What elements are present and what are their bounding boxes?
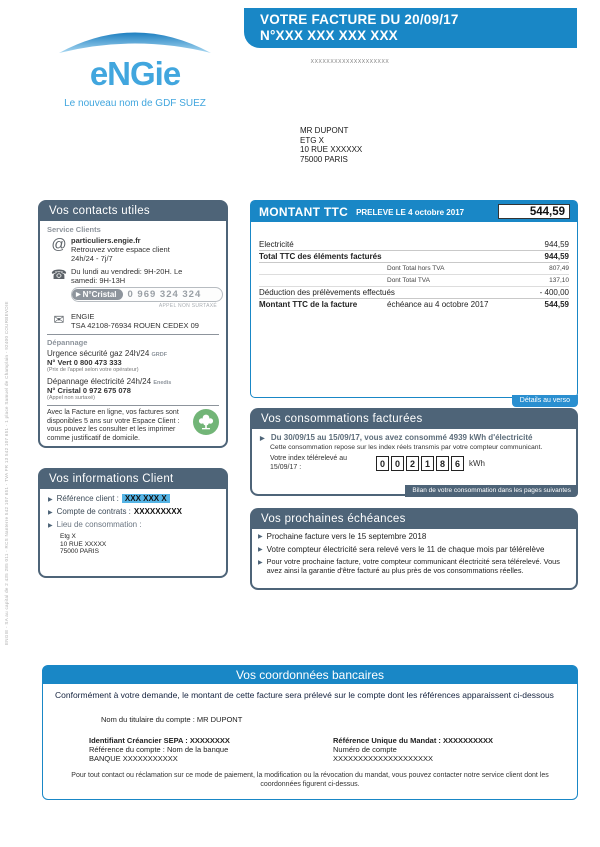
- recipient-line2: ETG X: [300, 135, 325, 145]
- addr-line: 10 RUE XXXXX: [60, 540, 107, 548]
- bank-footer-note: Pour tout contact ou réclamation sur ce mode de paiement, la modification ou la révocation du mandat, vous pouvez contacter notre service client dont les coordonnées figurent ci-dessus.: [71, 772, 549, 788]
- addr-line: 75000 PARIS: [60, 548, 99, 555]
- schedule-title: Vos prochaines échéances: [252, 510, 576, 529]
- consumption-title: Vos consommations facturées: [252, 410, 576, 429]
- row-value: - 400,00: [539, 288, 569, 297]
- index-digit: 2: [406, 456, 419, 471]
- index-digit: 0: [391, 456, 404, 471]
- row-label: Electricité: [259, 240, 294, 249]
- contacts-panel: [38, 200, 228, 448]
- consumption-summary: Du 30/09/15 au 15/09/17, vous avez consommé 4939 kWh d'électricité: [270, 433, 533, 442]
- schedule-item-text: Pour votre prochaine facture, votre compteur communicant électricité sera télérelevé. Vous avez ainsi la garantie d'être facturé au plus près de vos consommations réelles.: [266, 557, 560, 575]
- ref-client-label: Référence client :: [56, 494, 119, 503]
- gaz-number: N° Vert 0 800 473 333: [47, 358, 122, 367]
- cristal-label: [72, 289, 123, 300]
- bank-name-line: BANQUE XXXXXXXXXXX: [89, 754, 178, 763]
- compte-label: Compte de contrats :: [56, 507, 131, 516]
- grdf-brand: GRDF: [151, 352, 168, 358]
- legal-side-note: ENGIE - SA au capital de 2 435 285 011 - RCS Nanterre 542 107 651 - TVA FR 13 542 107 651 - 1 place Samuel de Champlain - 92400 COURBEVOIE: [4, 301, 9, 645]
- index-digit: 8: [436, 456, 449, 471]
- row-value: 807,49: [549, 265, 569, 272]
- addr-line: Etg X: [60, 533, 76, 540]
- at-icon: @: [51, 236, 67, 253]
- consumption-note: Cette consommation repose sur les index réels transmis par votre compteur communicant.: [270, 444, 543, 451]
- schedule-panel: [250, 508, 578, 590]
- engie-logo: [50, 28, 220, 109]
- bullet-icon: ▶: [48, 523, 53, 529]
- invoice-banner: [244, 8, 577, 48]
- account-number-label: Numéro de compte: [333, 745, 397, 754]
- phone-hours-1: Du lundi au vendredi: 9H-20H. Le: [71, 267, 183, 276]
- gaz-note: (Prix de l'appel selon votre opérateur): [47, 367, 139, 373]
- account-holder: [101, 715, 577, 724]
- row-label: Déduction des prélèvements effectués: [259, 288, 395, 297]
- logo-tagline: Le nouveau nom de GDF SUEZ: [64, 98, 206, 109]
- amount-panel: [250, 200, 578, 404]
- website-desc: Retrouvez votre espace client: [71, 245, 170, 254]
- sepa-value: XXXXXXXX: [189, 736, 230, 745]
- bullet-icon: ▶: [258, 547, 263, 553]
- row-value: 944,59: [544, 240, 569, 249]
- engie-arc-icon: [55, 28, 215, 54]
- row-label: Montant TTC de la facture: [259, 300, 358, 309]
- table-row: [259, 251, 569, 263]
- elec-line: Dépannage électricité 24h/24: [47, 377, 152, 386]
- cristal-number: 0 969 324 324: [127, 289, 202, 300]
- website-hours: 24h/24 - 7j/7: [71, 254, 113, 263]
- phone-hours-2: samedi: 9H-13H: [71, 276, 126, 285]
- mail-name: ENGIE: [71, 312, 95, 321]
- engie-wordmark: eNGie: [89, 55, 181, 92]
- table-row: [259, 287, 569, 299]
- bullet-icon: ▶: [258, 534, 263, 540]
- online-invoice-note: Avec la Facture en ligne, vos factures sont disponibles 5 ans sur votre Espace Client : vous pouvez les consulter et les imprimer comme justificatif de domicile.: [47, 409, 180, 442]
- recipient-city: 75000 PARIS: [300, 154, 348, 164]
- phone-icon: ☎: [50, 267, 68, 282]
- details-verso-button[interactable]: Détails au verso: [512, 395, 578, 407]
- tree-icon: [193, 409, 219, 435]
- bullet-icon: ▶: [258, 560, 263, 566]
- client-info-panel: [38, 468, 228, 578]
- mandate-label: Référence Unique du Mandat :: [333, 736, 441, 745]
- row-value: 944,59: [544, 252, 569, 261]
- row-due-date: échéance au 4 octobre 2017: [387, 300, 489, 309]
- compte-value: XXXXXXXXX: [133, 507, 182, 516]
- cristal-label-text: N°Cristal: [82, 290, 117, 299]
- schedule-item-text: Votre compteur électricité sera relevé vers le 11 de chaque mois par télérelève: [266, 545, 545, 554]
- bullet-icon: ▶: [48, 510, 53, 516]
- sepa-label: Identifiant Créancier SEPA :: [89, 736, 188, 745]
- amount-title: MONTANT TTC: [259, 204, 349, 219]
- index-label: [270, 455, 362, 472]
- client-info-title: Vos informations Client: [40, 470, 226, 489]
- ocr-code: XXXXXXXXXXXXXXXXXXXX: [310, 59, 390, 65]
- total-amount-box: 544,59: [498, 204, 570, 219]
- play-icon: ▶: [76, 292, 81, 298]
- index-digit: 1: [421, 456, 434, 471]
- cristal-badge: [71, 287, 223, 302]
- row-label: Dont Total hors TVA: [387, 265, 445, 272]
- index-digit: 0: [376, 456, 389, 471]
- amount-header: [251, 201, 577, 222]
- consumption-address: [60, 533, 218, 556]
- bullet-icon: ▶: [48, 497, 53, 503]
- mandate-column: [333, 736, 577, 763]
- divider: [47, 405, 219, 406]
- mandate-value: XXXXXXXXXX: [443, 736, 494, 745]
- consumption-panel: [250, 408, 578, 496]
- service-clients-label: Service Clients: [47, 225, 101, 234]
- enedis-brand: Enedis: [153, 380, 172, 386]
- index-label-1: Votre index télérelevé au: [270, 455, 348, 462]
- bank-intro: Conformément à votre demande, le montant de cette facture sera prélevé sur le compte dont les références apparaissent ci-dessous: [55, 690, 554, 700]
- amount-table: [259, 239, 569, 310]
- elec-number: N° Cristal 0 972 675 078: [47, 386, 131, 395]
- elec-note: (Appel non surtaxé): [47, 395, 95, 401]
- bank-details-panel: [42, 665, 578, 800]
- account-number-value: XXXXXXXXXXXXXXXXXXXX: [333, 754, 434, 763]
- bank-details-title: Vos coordonnées bancaires: [43, 666, 577, 684]
- amount-subtitle: PRELEVE LE 4 octobre 2017: [356, 208, 465, 217]
- list-item: [258, 532, 566, 542]
- meter-index: [376, 456, 464, 471]
- invoice-title: VOTRE FACTURE DU 20/09/17: [260, 12, 459, 27]
- lieu-label: Lieu de consommation :: [56, 520, 142, 529]
- cristal-note: APPEL NON SURTAXÉ: [158, 303, 217, 309]
- recipient-address: [300, 126, 362, 164]
- contacts-title: Vos contacts utiles: [40, 202, 226, 221]
- row-label: Total TTC des éléments facturés: [259, 252, 382, 261]
- table-row: [259, 239, 569, 251]
- holder-label: Nom du titulaire du compte :: [101, 715, 195, 724]
- sepa-column: [89, 736, 333, 763]
- schedule-item-text: Prochaine facture vers le 15 septembre 2018: [266, 532, 427, 541]
- index-digit: 6: [451, 456, 464, 471]
- envelope-icon: ✉: [53, 312, 65, 327]
- website-link[interactable]: particuliers.engie.fr: [71, 236, 141, 245]
- list-item: [258, 545, 566, 555]
- holder-value: MR DUPONT: [196, 715, 243, 724]
- list-item: [258, 558, 566, 575]
- row-value: 137,10: [549, 277, 569, 284]
- gaz-line: Urgence sécurité gaz 24h/24: [47, 349, 150, 358]
- divider: [47, 334, 219, 335]
- consumption-report-button[interactable]: Bilan de votre consommation dans les pages suivantes: [405, 485, 578, 497]
- depannage-label: Dépannage: [47, 338, 88, 347]
- account-ref-line: Référence du compte : Nom de la banque: [89, 745, 229, 754]
- ref-client-value: XXX XXX X: [122, 494, 170, 503]
- row-value: 544,59: [544, 300, 569, 309]
- row-label: Dont Total TVA: [387, 277, 430, 284]
- invoice-number: N°XXX XXX XXX XXX: [260, 28, 398, 43]
- mail-address: TSA 42108-76934 ROUEN CEDEX 09: [71, 321, 199, 330]
- table-row: [259, 263, 569, 275]
- index-unit: kWh: [469, 459, 485, 468]
- bullet-icon: ▶: [260, 436, 265, 442]
- recipient-name: MR DUPONT: [300, 126, 349, 135]
- index-label-2: 15/09/17 :: [270, 463, 302, 471]
- recipient-street: 10 RUE XXXXXX: [300, 145, 363, 154]
- table-row: [259, 275, 569, 287]
- table-row: [259, 299, 569, 310]
